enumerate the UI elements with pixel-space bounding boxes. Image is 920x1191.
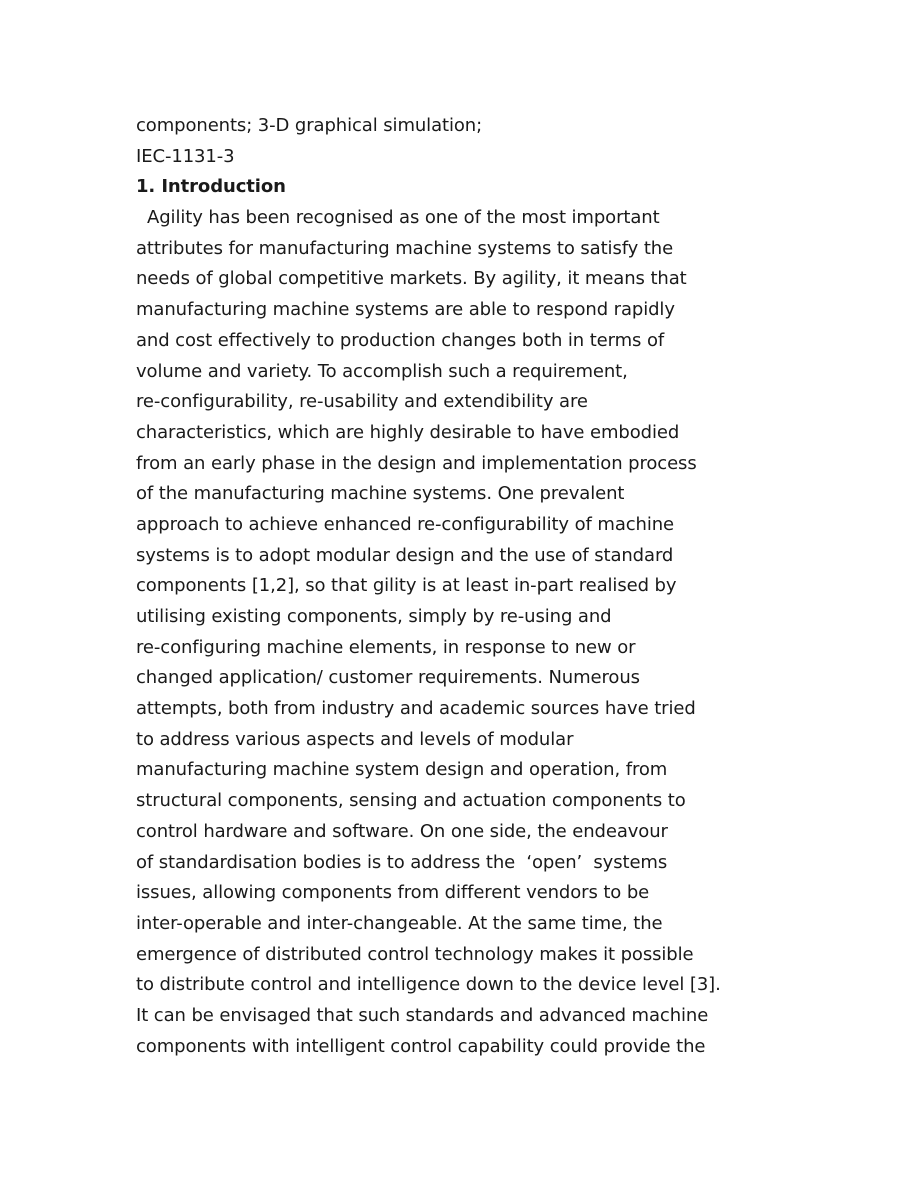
- body-line: components with intelligent control capability could provide the: [136, 1035, 706, 1057]
- body-line: to distribute control and intelligence down to the device level [3].: [136, 974, 721, 996]
- body-line: It can be envisaged that such standards and advanced machine: [136, 1004, 709, 1026]
- body-line: re-configurability, re-usability and extendibility are: [136, 391, 588, 413]
- body-line: inter-operable and inter-changeable. At the same time, the: [136, 912, 663, 934]
- body-line: from an early phase in the design and implementation process: [136, 452, 697, 474]
- body-line: attempts, both from industry and academic sources have tried: [136, 698, 696, 720]
- body-line: structural components, sensing and actuation components to: [136, 790, 686, 812]
- document-text: [136, 111, 796, 1062]
- body-line: and cost effectively to production changes both in terms of: [136, 329, 665, 351]
- body-line: Agility has been recognised as one of the most important: [147, 207, 660, 229]
- body-line: to address various aspects and levels of modular: [136, 728, 574, 750]
- body-line: of standardisation bodies is to address the ‘open’ systems: [136, 851, 668, 873]
- body-line: issues, allowing components from different vendors to be: [136, 882, 650, 904]
- body-line: changed application/ customer requirements. Numerous: [136, 667, 640, 689]
- body-line: control hardware and software. On one side, the endeavour: [136, 820, 668, 842]
- body-line: volume and variety. To accomplish such a requirement,: [136, 360, 628, 382]
- body-line: needs of global competitive markets. By agility, it means that: [136, 268, 687, 290]
- body-line: of the manufacturing machine systems. One prevalent: [136, 483, 625, 505]
- body-line: approach to achieve enhanced re-configurability of machine: [136, 513, 675, 535]
- section-heading: 1. Introduction: [136, 176, 286, 198]
- body-line: emergence of distributed control technology makes it possible: [136, 943, 694, 965]
- body-line: characteristics, which are highly desirable to have embodied: [136, 421, 680, 443]
- keywords-line: components; 3-D graphical simulation;: [136, 115, 483, 136]
- body-line: attributes for manufacturing machine systems to satisfy the: [136, 237, 674, 259]
- body-line: systems is to adopt modular design and the use of standard: [136, 544, 674, 566]
- body-line: manufacturing machine systems are able to respond rapidly: [136, 299, 675, 321]
- body-line: components [1,2], so that gility is at least in-part realised by: [136, 575, 677, 597]
- body-line: utilising existing components, simply by re-using and: [136, 606, 612, 627]
- body-line: manufacturing machine system design and operation, from: [136, 759, 668, 781]
- keywords-line: IEC-1131-3: [136, 145, 235, 167]
- body-line: re-configuring machine elements, in response to new or: [136, 636, 636, 658]
